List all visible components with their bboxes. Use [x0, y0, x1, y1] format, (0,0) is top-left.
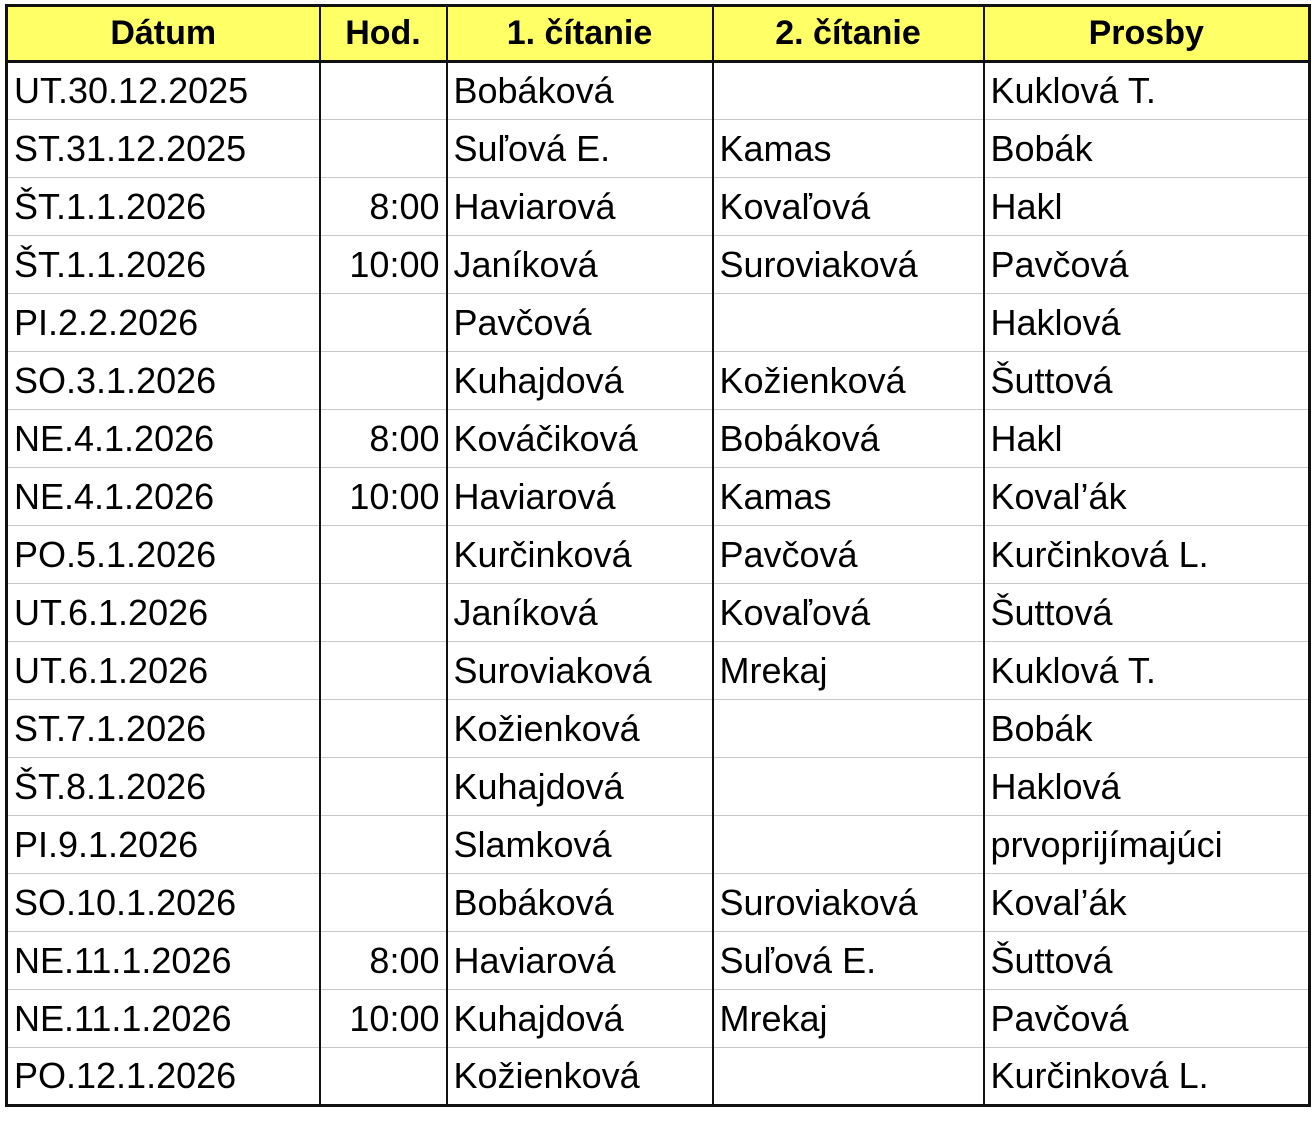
cell-datum: NE.4.1.2026	[7, 468, 320, 526]
cell-second-reading: Kovaľová	[713, 178, 984, 236]
cell-first-reading: Bobáková	[447, 874, 713, 932]
cell-prosby: Hakl	[984, 410, 1310, 468]
cell-hod	[320, 294, 447, 352]
cell-datum: ŠT.1.1.2026	[7, 236, 320, 294]
table-row	[7, 120, 1310, 178]
cell-first-reading: Kožienková	[447, 700, 713, 758]
table-row	[7, 236, 1310, 294]
cell-second-reading: Bobáková	[713, 410, 984, 468]
table-row	[7, 410, 1310, 468]
cell-hod	[320, 700, 447, 758]
cell-first-reading: Kuhajdová	[447, 352, 713, 410]
header-datum: Dátum	[7, 6, 320, 62]
cell-datum: UT.6.1.2026	[7, 584, 320, 642]
cell-hod	[320, 120, 447, 178]
cell-datum: NE.4.1.2026	[7, 410, 320, 468]
cell-prosby: Šuttová	[984, 932, 1310, 990]
cell-prosby: Koval’ák	[984, 874, 1310, 932]
cell-second-reading	[713, 700, 984, 758]
cell-datum: SO.3.1.2026	[7, 352, 320, 410]
cell-second-reading	[713, 62, 984, 120]
cell-datum: SO.10.1.2026	[7, 874, 320, 932]
cell-hod: 8:00	[320, 410, 447, 468]
header-prosby: Prosby	[984, 6, 1310, 62]
cell-prosby: Kuklová T.	[984, 62, 1310, 120]
cell-hod	[320, 526, 447, 584]
cell-prosby: Haklová	[984, 294, 1310, 352]
cell-datum: UT.30.12.2025	[7, 62, 320, 120]
cell-datum: UT.6.1.2026	[7, 642, 320, 700]
cell-prosby: Kurčinková L.	[984, 1048, 1310, 1106]
table-row	[7, 758, 1310, 816]
cell-hod: 8:00	[320, 932, 447, 990]
cell-second-reading	[713, 816, 984, 874]
table-row	[7, 526, 1310, 584]
cell-datum: ST.31.12.2025	[7, 120, 320, 178]
cell-first-reading: Pavčová	[447, 294, 713, 352]
cell-datum: PO.12.1.2026	[7, 1048, 320, 1106]
cell-prosby: Šuttová	[984, 584, 1310, 642]
cell-second-reading: Suľová E.	[713, 932, 984, 990]
table-row	[7, 990, 1310, 1048]
cell-prosby: Bobák	[984, 700, 1310, 758]
cell-second-reading: Mrekaj	[713, 642, 984, 700]
header-row	[7, 6, 1310, 62]
cell-hod	[320, 874, 447, 932]
table-row	[7, 932, 1310, 990]
cell-datum: ŠT.8.1.2026	[7, 758, 320, 816]
cell-hod: 10:00	[320, 468, 447, 526]
cell-first-reading: Kurčinková	[447, 526, 713, 584]
table-row	[7, 468, 1310, 526]
cell-first-reading: Slamková	[447, 816, 713, 874]
table-row	[7, 874, 1310, 932]
reading-schedule-table	[5, 4, 1311, 1107]
cell-second-reading: Suroviaková	[713, 236, 984, 294]
cell-second-reading: Suroviaková	[713, 874, 984, 932]
cell-datum: ST.7.1.2026	[7, 700, 320, 758]
cell-first-reading: Bobáková	[447, 62, 713, 120]
cell-second-reading: Mrekaj	[713, 990, 984, 1048]
cell-first-reading: Janíková	[447, 236, 713, 294]
cell-prosby: Pavčová	[984, 236, 1310, 294]
cell-hod	[320, 642, 447, 700]
cell-second-reading: Kamas	[713, 120, 984, 178]
cell-datum: NE.11.1.2026	[7, 932, 320, 990]
cell-prosby: Šuttová	[984, 352, 1310, 410]
cell-hod: 8:00	[320, 178, 447, 236]
cell-hod: 10:00	[320, 236, 447, 294]
cell-hod	[320, 584, 447, 642]
cell-second-reading	[713, 1048, 984, 1106]
cell-second-reading	[713, 758, 984, 816]
table-row	[7, 178, 1310, 236]
cell-first-reading: Kuhajdová	[447, 990, 713, 1048]
cell-datum: PI.2.2.2026	[7, 294, 320, 352]
cell-hod	[320, 62, 447, 120]
cell-datum: PO.5.1.2026	[7, 526, 320, 584]
cell-hod	[320, 352, 447, 410]
cell-first-reading: Kožienková	[447, 1048, 713, 1106]
table-row	[7, 352, 1310, 410]
table-row	[7, 1048, 1310, 1106]
cell-prosby: Haklová	[984, 758, 1310, 816]
cell-prosby: prvoprijímajúci	[984, 816, 1310, 874]
cell-hod: 10:00	[320, 990, 447, 1048]
cell-prosby: Bobák	[984, 120, 1310, 178]
table-row	[7, 294, 1310, 352]
cell-datum: PI.9.1.2026	[7, 816, 320, 874]
cell-hod	[320, 758, 447, 816]
table-row	[7, 62, 1310, 120]
cell-prosby: Kuklová T.	[984, 642, 1310, 700]
cell-second-reading: Kovaľová	[713, 584, 984, 642]
table-header	[7, 6, 1310, 62]
table-body	[7, 62, 1310, 1106]
cell-prosby: Hakl	[984, 178, 1310, 236]
cell-prosby: Pavčová	[984, 990, 1310, 1048]
cell-datum: ŠT.1.1.2026	[7, 178, 320, 236]
cell-second-reading: Pavčová	[713, 526, 984, 584]
cell-first-reading: Haviarová	[447, 932, 713, 990]
cell-second-reading: Kožienková	[713, 352, 984, 410]
cell-datum: NE.11.1.2026	[7, 990, 320, 1048]
cell-first-reading: Suľová E.	[447, 120, 713, 178]
cell-hod	[320, 816, 447, 874]
table-row	[7, 700, 1310, 758]
header-first-reading: 1. čítanie	[447, 6, 713, 62]
cell-prosby: Koval’ák	[984, 468, 1310, 526]
cell-first-reading: Haviarová	[447, 468, 713, 526]
cell-hod	[320, 1048, 447, 1106]
cell-first-reading: Kováčiková	[447, 410, 713, 468]
table-row	[7, 816, 1310, 874]
cell-second-reading	[713, 294, 984, 352]
header-second-reading: 2. čítanie	[713, 6, 984, 62]
cell-second-reading: Kamas	[713, 468, 984, 526]
header-hod: Hod.	[320, 6, 447, 62]
table-row	[7, 642, 1310, 700]
cell-first-reading: Suroviaková	[447, 642, 713, 700]
table-row	[7, 584, 1310, 642]
cell-first-reading: Kuhajdová	[447, 758, 713, 816]
cell-first-reading: Haviarová	[447, 178, 713, 236]
cell-prosby: Kurčinková L.	[984, 526, 1310, 584]
cell-first-reading: Janíková	[447, 584, 713, 642]
